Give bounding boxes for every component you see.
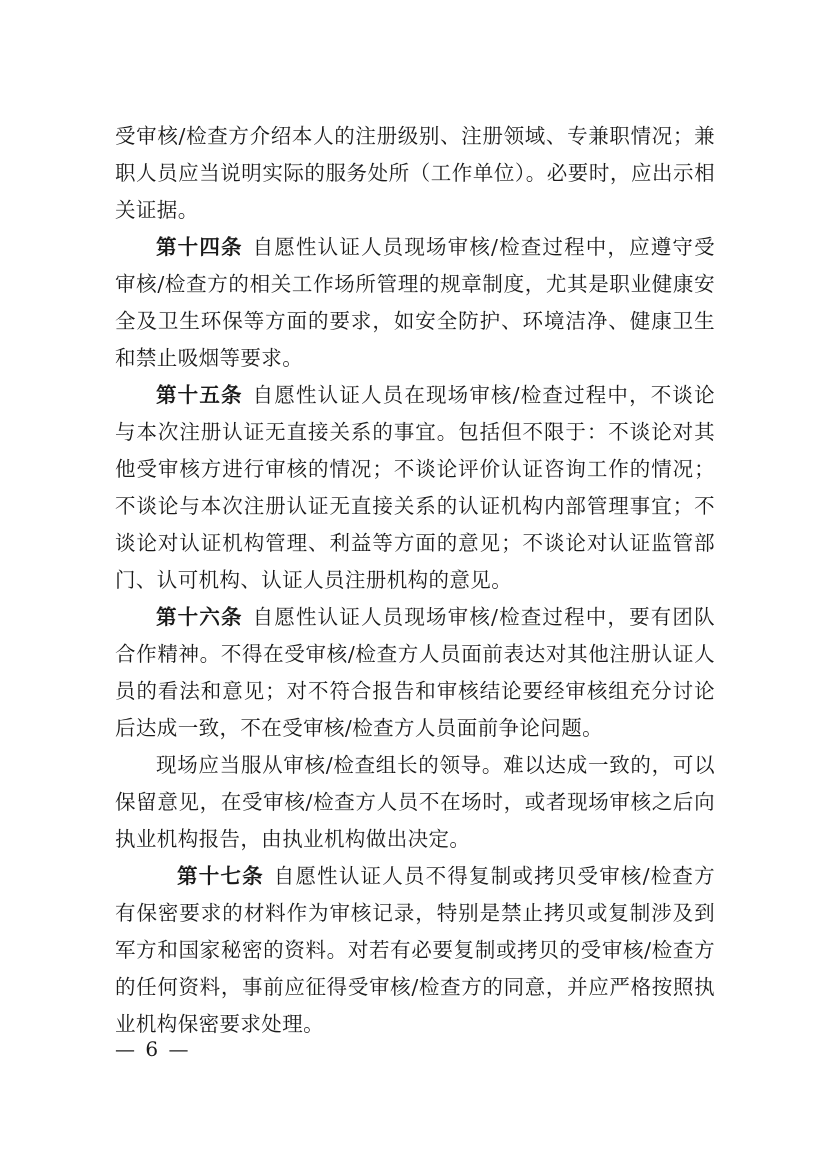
document-body bbox=[115, 118, 715, 1043]
paragraph-text: 自愿性认证人员不得复制或拷贝受审核/检查方有保密要求的材料作为审核记录，特别是禁止拷贝或复制涉及到军方和国家秘密的资料。对若有必要复制或拷贝的受审核/检查方的任何资料，事前应征得受审核/检查方的同意，并应严格按照执业机构保密要求处理。 bbox=[115, 864, 715, 1036]
paragraph-text: 自愿性认证人员在现场审核/检查过程中，不谈论与本次注册认证无直接关系的事宜。包括但不限于：不谈论对其他受审核方进行审核的情况；不谈论评价认证咨询工作的情况；不谈论与本次注册认证无直接关系的认证机构内部管理事宜；不谈论对认证机构管理、利益等方面的意见；不谈论对认证监管部门、认可机构、认证人员注册机构的意见。 bbox=[115, 383, 715, 592]
page-number: — 6 — bbox=[115, 1037, 191, 1061]
paragraph-text: 自愿性认证人员现场审核/检查过程中，应遵守受审核/检查方的相关工作场所管理的规章制度，尤其是职业健康安全及卫生环保等方面的要求，如安全防护、环境洁净、健康卫生和禁止吸烟等要求。 bbox=[115, 235, 715, 370]
article-number: 第十七条 bbox=[177, 864, 264, 888]
paragraph-text: 现场应当服从审核/检查组长的领导。难以达成一致的，可以保留意见，在受审核/检查方人员不在场时，或者现场审核之后向执业机构报告，由执业机构做出决定。 bbox=[115, 753, 715, 851]
article-number: 第十四条 bbox=[156, 235, 243, 259]
article-number: 第十六条 bbox=[156, 605, 243, 629]
paragraph-plain bbox=[115, 747, 715, 858]
article-number: 第十五条 bbox=[156, 383, 243, 407]
article-17 bbox=[115, 858, 715, 1043]
paragraph-text: 受审核/检查方介绍本人的注册级别、注册领域、专兼职情况；兼职人员应当说明实际的服务处所（工作单位）。必要时，应出示相关证据。 bbox=[115, 124, 715, 222]
article-16 bbox=[115, 599, 715, 747]
article-15 bbox=[115, 377, 715, 599]
paragraph-continuation bbox=[115, 118, 715, 229]
article-14 bbox=[115, 229, 715, 377]
paragraph-text: 自愿性认证人员现场审核/检查过程中，要有团队合作精神。不得在受审核/检查方人员面前表达对其他注册认证人员的看法和意见；对不符合报告和审核结论要经审核组充分讨论后达成一致，不在受审核/检查方人员面前争论问题。 bbox=[115, 605, 715, 740]
